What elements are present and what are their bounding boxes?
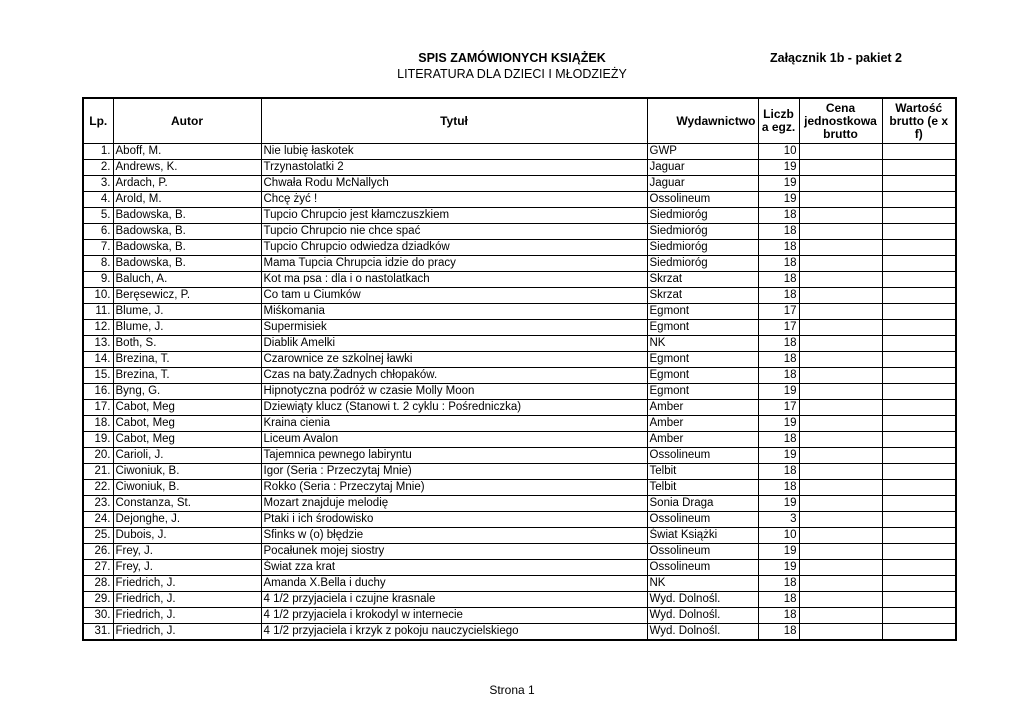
cell-unit-price: [799, 448, 882, 464]
table-row: [83, 432, 956, 448]
cell-unit-price: [799, 288, 882, 304]
cell-title: Miśkomania: [261, 304, 647, 320]
cell-publisher: NK: [647, 336, 758, 352]
table-row: [83, 496, 956, 512]
order-table: [82, 97, 957, 641]
cell-publisher: Sonia Draga: [647, 496, 758, 512]
cell-publisher: Egmont: [647, 304, 758, 320]
cell-lp: 18.: [83, 416, 113, 432]
cell-publisher: Egmont: [647, 352, 758, 368]
cell-publisher: Ossolineum: [647, 192, 758, 208]
cell-value: [882, 208, 956, 224]
cell-publisher: Egmont: [647, 320, 758, 336]
cell-unit-price: [799, 224, 882, 240]
cell-unit-price: [799, 416, 882, 432]
cell-value: [882, 160, 956, 176]
cell-unit-price: [799, 256, 882, 272]
cell-title: Świat zza krat: [261, 560, 647, 576]
cell-value: [882, 368, 956, 384]
cell-publisher: Ossolineum: [647, 560, 758, 576]
cell-lp: 8.: [83, 256, 113, 272]
cell-unit-price: [799, 384, 882, 400]
cell-lp: 17.: [83, 400, 113, 416]
cell-unit-price: [799, 144, 882, 160]
cell-quantity: 19: [758, 560, 799, 576]
table-row: [83, 576, 956, 592]
cell-unit-price: [799, 624, 882, 641]
cell-author: Brezina, T.: [113, 368, 261, 384]
cell-title: Czarownice ze szkolnej ławki: [261, 352, 647, 368]
cell-quantity: 18: [758, 576, 799, 592]
cell-lp: 3.: [83, 176, 113, 192]
cell-publisher: Siedmioróg: [647, 240, 758, 256]
cell-title: Amanda X.Bella i duchy: [261, 576, 647, 592]
table-row: [83, 592, 956, 608]
cell-quantity: 18: [758, 592, 799, 608]
cell-value: [882, 192, 956, 208]
cell-value: [882, 176, 956, 192]
cell-quantity: 19: [758, 176, 799, 192]
cell-author: Friedrich, J.: [113, 576, 261, 592]
table-row: [83, 512, 956, 528]
cell-quantity: 18: [758, 608, 799, 624]
table-row: [83, 272, 956, 288]
cell-value: [882, 496, 956, 512]
table-row: [83, 208, 956, 224]
table-row: [83, 336, 956, 352]
cell-publisher: Jaguar: [647, 176, 758, 192]
cell-lp: 29.: [83, 592, 113, 608]
cell-author: Constanza, St.: [113, 496, 261, 512]
col-header-quantity: Liczb a egz.: [758, 98, 799, 144]
cell-quantity: 18: [758, 480, 799, 496]
cell-quantity: 19: [758, 496, 799, 512]
cell-quantity: 10: [758, 144, 799, 160]
cell-author: Aboff, M.: [113, 144, 261, 160]
cell-publisher: Amber: [647, 416, 758, 432]
cell-value: [882, 144, 956, 160]
cell-title: Rokko (Seria : Przeczytaj Mnie): [261, 480, 647, 496]
cell-author: Cabot, Meg: [113, 432, 261, 448]
attachment-label: Załącznik 1b - pakiet 2: [770, 51, 902, 65]
table-row: [83, 448, 956, 464]
table-row: [83, 320, 956, 336]
cell-value: [882, 608, 956, 624]
cell-unit-price: [799, 304, 882, 320]
cell-value: [882, 528, 956, 544]
cell-value: [882, 544, 956, 560]
table-row: [83, 224, 956, 240]
cell-value: [882, 224, 956, 240]
cell-value: [882, 464, 956, 480]
cell-title: Supermisiek: [261, 320, 647, 336]
cell-publisher: Wyd. Dolnośl.: [647, 592, 758, 608]
col-header-unit-price: Cena jednostkowa brutto: [799, 98, 882, 144]
cell-lp: 6.: [83, 224, 113, 240]
cell-author: Blume, J.: [113, 320, 261, 336]
cell-value: [882, 320, 956, 336]
cell-author: Cabot, Meg: [113, 400, 261, 416]
cell-unit-price: [799, 176, 882, 192]
cell-author: Dejonghe, J.: [113, 512, 261, 528]
cell-quantity: 19: [758, 192, 799, 208]
cell-title: Tupcio Chrupcio jest kłamczuszkiem: [261, 208, 647, 224]
cell-value: [882, 432, 956, 448]
table-row: [83, 416, 956, 432]
cell-title: Pocałunek mojej siostry: [261, 544, 647, 560]
page-footer: Strona 1: [489, 683, 535, 697]
cell-unit-price: [799, 592, 882, 608]
cell-quantity: 18: [758, 240, 799, 256]
cell-title: Tupcio Chrupcio nie chce spać: [261, 224, 647, 240]
cell-lp: 1.: [83, 144, 113, 160]
table-header-row: [83, 98, 956, 144]
document-subtitle: LITERATURA DLA DZIECI I MŁODZIEŻY: [397, 67, 627, 81]
cell-unit-price: [799, 432, 882, 448]
cell-author: Both, S.: [113, 336, 261, 352]
cell-publisher: Ossolineum: [647, 512, 758, 528]
cell-publisher: Egmont: [647, 368, 758, 384]
cell-publisher: Siedmioróg: [647, 208, 758, 224]
cell-publisher: Telbit: [647, 480, 758, 496]
cell-title: Hipnotyczna podróż w czasie Molly Moon: [261, 384, 647, 400]
cell-title: Mozart znajduje melodię: [261, 496, 647, 512]
cell-value: [882, 272, 956, 288]
cell-author: Friedrich, J.: [113, 608, 261, 624]
table-row: [83, 304, 956, 320]
cell-unit-price: [799, 464, 882, 480]
table-row: [83, 544, 956, 560]
cell-title: Chcę żyć !: [261, 192, 647, 208]
cell-author: Badowska, B.: [113, 208, 261, 224]
cell-author: Badowska, B.: [113, 224, 261, 240]
table-row: [83, 240, 956, 256]
cell-quantity: 19: [758, 544, 799, 560]
cell-author: Blume, J.: [113, 304, 261, 320]
cell-quantity: 10: [758, 528, 799, 544]
cell-title: 4 1/2 przyjaciela i krokodyl w internecie: [261, 608, 647, 624]
cell-author: Beręsewicz, P.: [113, 288, 261, 304]
col-header-lp: Lp.: [83, 98, 113, 144]
table-row: [83, 560, 956, 576]
cell-quantity: 18: [758, 336, 799, 352]
cell-quantity: 18: [758, 368, 799, 384]
cell-publisher: GWP: [647, 144, 758, 160]
col-header-title: Tytuł: [261, 98, 647, 144]
table-row: [83, 256, 956, 272]
cell-author: Arold, M.: [113, 192, 261, 208]
cell-unit-price: [799, 576, 882, 592]
table-row: [83, 368, 956, 384]
table-row: [83, 608, 956, 624]
cell-lp: 27.: [83, 560, 113, 576]
cell-publisher: Jaguar: [647, 160, 758, 176]
cell-unit-price: [799, 480, 882, 496]
cell-author: Carioli, J.: [113, 448, 261, 464]
cell-lp: 5.: [83, 208, 113, 224]
cell-author: Dubois, J.: [113, 528, 261, 544]
cell-publisher: Amber: [647, 400, 758, 416]
cell-publisher: Ossolineum: [647, 448, 758, 464]
cell-value: [882, 304, 956, 320]
cell-author: Friedrich, J.: [113, 624, 261, 641]
cell-title: Dziewiąty klucz (Stanowi t. 2 cyklu : Pośredniczka): [261, 400, 647, 416]
cell-lp: 21.: [83, 464, 113, 480]
cell-value: [882, 240, 956, 256]
cell-publisher: Siedmioróg: [647, 224, 758, 240]
cell-unit-price: [799, 512, 882, 528]
cell-title: Co tam u Ciumków: [261, 288, 647, 304]
cell-unit-price: [799, 240, 882, 256]
table-row: [83, 288, 956, 304]
cell-unit-price: [799, 208, 882, 224]
cell-quantity: 18: [758, 272, 799, 288]
cell-unit-price: [799, 160, 882, 176]
cell-author: Frey, J.: [113, 560, 261, 576]
table-row: [83, 352, 956, 368]
cell-publisher: Egmont: [647, 384, 758, 400]
cell-unit-price: [799, 544, 882, 560]
cell-title: Mama Tupcia Chrupcia idzie do pracy: [261, 256, 647, 272]
cell-title: Nie lubię łaskotek: [261, 144, 647, 160]
cell-title: 4 1/2 przyjaciela i czujne krasnale: [261, 592, 647, 608]
cell-lp: 2.: [83, 160, 113, 176]
cell-author: Baluch, A.: [113, 272, 261, 288]
col-header-author: Autor: [113, 98, 261, 144]
cell-unit-price: [799, 336, 882, 352]
cell-lp: 26.: [83, 544, 113, 560]
cell-lp: 24.: [83, 512, 113, 528]
cell-unit-price: [799, 528, 882, 544]
cell-author: Friedrich, J.: [113, 592, 261, 608]
cell-lp: 15.: [83, 368, 113, 384]
cell-unit-price: [799, 368, 882, 384]
cell-author: Badowska, B.: [113, 256, 261, 272]
cell-publisher: Siedmioróg: [647, 256, 758, 272]
cell-quantity: 3: [758, 512, 799, 528]
cell-quantity: 17: [758, 320, 799, 336]
cell-lp: 10.: [83, 288, 113, 304]
cell-publisher: Amber: [647, 432, 758, 448]
cell-lp: 14.: [83, 352, 113, 368]
col-header-publisher: Wydawnictwo: [647, 98, 758, 144]
cell-lp: 31.: [83, 624, 113, 641]
cell-value: [882, 592, 956, 608]
cell-value: [882, 288, 956, 304]
cell-quantity: 19: [758, 416, 799, 432]
cell-lp: 12.: [83, 320, 113, 336]
cell-lp: 7.: [83, 240, 113, 256]
cell-publisher: Wyd. Dolnośl.: [647, 624, 758, 641]
cell-quantity: 17: [758, 304, 799, 320]
cell-unit-price: [799, 320, 882, 336]
cell-value: [882, 336, 956, 352]
cell-lp: 9.: [83, 272, 113, 288]
col-header-value: Wartość brutto (e x f): [882, 98, 956, 144]
cell-value: [882, 624, 956, 641]
cell-lp: 23.: [83, 496, 113, 512]
cell-quantity: 19: [758, 384, 799, 400]
cell-author: Byng, G.: [113, 384, 261, 400]
cell-title: Trzynastolatki 2: [261, 160, 647, 176]
cell-lp: 4.: [83, 192, 113, 208]
cell-value: [882, 512, 956, 528]
table-row: [83, 384, 956, 400]
table-row: [83, 464, 956, 480]
cell-quantity: 19: [758, 160, 799, 176]
cell-lp: 22.: [83, 480, 113, 496]
cell-title: Czas na baty.Żadnych chłopaków.: [261, 368, 647, 384]
cell-quantity: 18: [758, 432, 799, 448]
cell-author: Frey, J.: [113, 544, 261, 560]
cell-title: Ptaki i ich środowisko: [261, 512, 647, 528]
table-row: [83, 144, 956, 160]
cell-lp: 16.: [83, 384, 113, 400]
table-row: [83, 480, 956, 496]
cell-unit-price: [799, 496, 882, 512]
cell-quantity: 19: [758, 448, 799, 464]
table-row: [83, 528, 956, 544]
cell-lp: 19.: [83, 432, 113, 448]
cell-publisher: Wyd. Dolnośl.: [647, 608, 758, 624]
cell-author: Cabot, Meg: [113, 416, 261, 432]
cell-unit-price: [799, 352, 882, 368]
cell-unit-price: [799, 272, 882, 288]
cell-title: Kot ma psa : dla i o nastolatkach: [261, 272, 647, 288]
cell-title: Tupcio Chrupcio odwiedza dziadków: [261, 240, 647, 256]
cell-publisher: Świat Książki: [647, 528, 758, 544]
cell-unit-price: [799, 560, 882, 576]
cell-publisher: Skrzat: [647, 288, 758, 304]
cell-lp: 25.: [83, 528, 113, 544]
cell-author: Andrews, K.: [113, 160, 261, 176]
cell-value: [882, 400, 956, 416]
cell-publisher: Telbit: [647, 464, 758, 480]
cell-title: Tajemnica pewnego labiryntu: [261, 448, 647, 464]
cell-quantity: 18: [758, 224, 799, 240]
cell-publisher: Ossolineum: [647, 544, 758, 560]
cell-quantity: 18: [758, 624, 799, 641]
cell-quantity: 17: [758, 400, 799, 416]
cell-title: Liceum Avalon: [261, 432, 647, 448]
cell-value: [882, 352, 956, 368]
cell-lp: 30.: [83, 608, 113, 624]
cell-quantity: 18: [758, 288, 799, 304]
cell-title: Sfinks w (o) błędzie: [261, 528, 647, 544]
cell-lp: 28.: [83, 576, 113, 592]
cell-lp: 13.: [83, 336, 113, 352]
cell-value: [882, 416, 956, 432]
table-row: [83, 400, 956, 416]
cell-value: [882, 560, 956, 576]
cell-author: Badowska, B.: [113, 240, 261, 256]
cell-quantity: 18: [758, 352, 799, 368]
cell-title: Igor (Seria : Przeczytaj Mnie): [261, 464, 647, 480]
cell-title: Kraina cienia: [261, 416, 647, 432]
cell-quantity: 18: [758, 256, 799, 272]
cell-unit-price: [799, 608, 882, 624]
cell-value: [882, 448, 956, 464]
cell-title: Diablik Amelki: [261, 336, 647, 352]
cell-value: [882, 480, 956, 496]
cell-unit-price: [799, 192, 882, 208]
cell-publisher: Skrzat: [647, 272, 758, 288]
cell-value: [882, 576, 956, 592]
cell-author: Brezina, T.: [113, 352, 261, 368]
cell-lp: 20.: [83, 448, 113, 464]
cell-author: Ardach, P.: [113, 176, 261, 192]
table-row: [83, 176, 956, 192]
cell-unit-price: [799, 400, 882, 416]
table-row: [83, 624, 956, 641]
cell-lp: 11.: [83, 304, 113, 320]
cell-publisher: NK: [647, 576, 758, 592]
cell-quantity: 18: [758, 208, 799, 224]
table-row: [83, 192, 956, 208]
document-title: SPIS ZAMÓWIONYCH KSIĄŻEK: [418, 51, 606, 65]
cell-author: Ciwoniuk, B.: [113, 480, 261, 496]
cell-quantity: 18: [758, 464, 799, 480]
cell-author: Ciwoniuk, B.: [113, 464, 261, 480]
cell-value: [882, 256, 956, 272]
table-row: [83, 160, 956, 176]
cell-title: 4 1/2 przyjaciela i krzyk z pokoju nauczycielskiego: [261, 624, 647, 641]
cell-value: [882, 384, 956, 400]
cell-title: Chwała Rodu McNallych: [261, 176, 647, 192]
